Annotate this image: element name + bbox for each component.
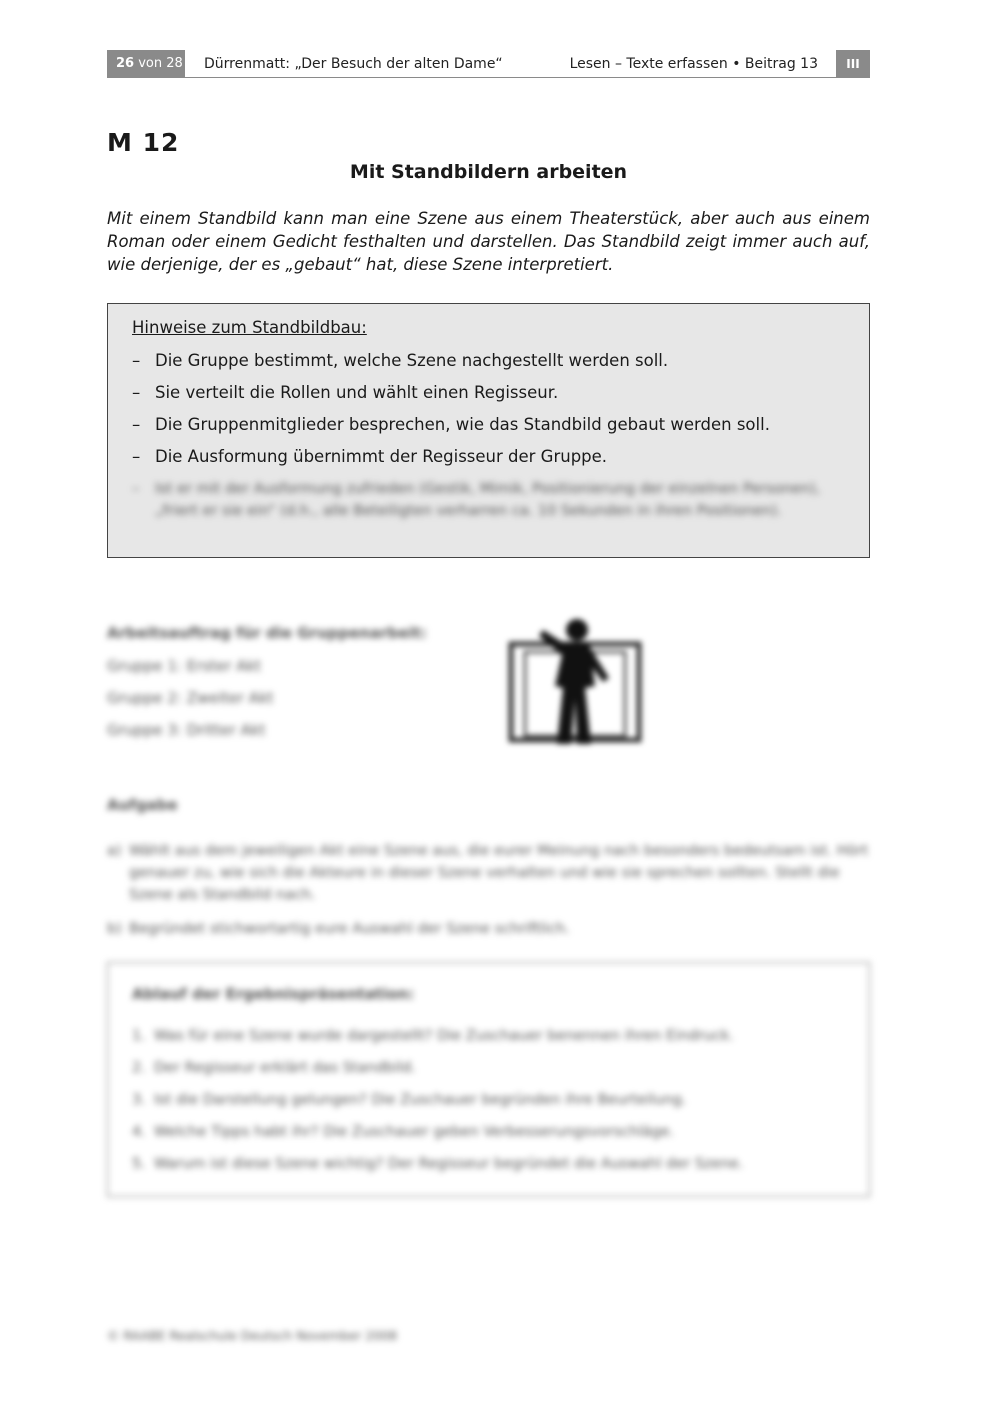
task-text: Begründet stichwortartig eure Auswahl der Szene schriftlich. <box>129 921 570 937</box>
task-item <box>107 840 870 906</box>
item-number: 1. <box>132 1028 146 1044</box>
hints-heading: Hinweise zum Standbildbau: <box>132 318 367 337</box>
page-number-badge <box>107 50 185 78</box>
hints-list <box>132 350 849 533</box>
presentation-item <box>132 1153 849 1175</box>
hint-item <box>132 446 849 467</box>
item-number: 4. <box>132 1124 146 1140</box>
group-work-list <box>107 655 274 751</box>
intro-paragraph: Mit einem Standbild kann man eine Szene aus einem Theaterstück, aber auch aus einem Roman oder einem Gedicht festhalten und darstellen. Das Standbild zeigt immer auch auf, wie derjenige, der es „gebaut“ hat, diese Szene interpretiert. <box>107 209 870 274</box>
header-title: Dürrenmatt: „Der Besuch der alten Dame“ <box>204 56 503 72</box>
item-text: Was für eine Szene wurde dargestellt? Die Zuschauer benennen ihren Eindruck. <box>154 1028 734 1044</box>
task-item <box>107 918 870 940</box>
page-total: von 28 <box>138 56 183 71</box>
header-section: Lesen – Texte erfassen • Beitrag 13 <box>569 56 818 72</box>
task-text: Wählt aus dem jeweiligen Akt eine Szene aus, die eurer Meinung nach besonders bedeutsam ist. Hört genauer zu, wie sich die Akteure in dieser Szene verhalten und wie sie sprechen sollten. Stellt die Szene als Standbild nach. <box>129 843 869 903</box>
material-number: M 12 <box>107 128 180 157</box>
task-marker: b) <box>107 921 122 937</box>
group-item: Gruppe 2: Zweiter Akt <box>107 689 274 707</box>
page-footer: © RAABE Realschule Deutsch November 2008 <box>107 1328 398 1343</box>
presentation-heading: Ablauf der Ergebnispräsentation: <box>132 985 415 1003</box>
item-text: Der Regisseur erklärt das Standbild. <box>154 1060 416 1076</box>
presentation-list <box>132 1025 849 1185</box>
group-work-heading: Arbeitsauftrag für die Gruppenarbeit: <box>107 624 427 642</box>
hint-text: Die Gruppenmitglieder besprechen, wie das Standbild gebaut werden soll. <box>155 415 770 434</box>
group-item: Gruppe 3: Dritter Akt <box>107 721 266 739</box>
hint-text: Die Ausformung übernimmt der Regisseur der Gruppe. <box>155 447 608 466</box>
item-number: 2. <box>132 1060 146 1076</box>
hint-item <box>132 414 849 435</box>
hint-text: Sie verteilt die Rollen und wählt einen Regisseur. <box>155 383 559 402</box>
presentation-box <box>107 962 870 1197</box>
presentation-item <box>132 1057 849 1079</box>
dash-bullet: – <box>132 383 141 402</box>
hint-text: Die Gruppe bestimmt, welche Szene nachgestellt werden soll. <box>155 351 669 370</box>
header-divider <box>185 77 836 78</box>
hints-box <box>107 303 870 558</box>
group-item: Gruppe 1: Erster Akt <box>107 657 262 675</box>
presentation-item <box>132 1025 849 1047</box>
item-number: 5. <box>132 1156 146 1172</box>
dash-bullet: – <box>132 415 141 434</box>
item-text: Welche Tipps habt ihr? Die Zuschauer geben Verbesserungsvorschläge. <box>154 1124 675 1140</box>
page-title: Mit Standbildern arbeiten <box>349 161 628 183</box>
hint-item <box>132 382 849 403</box>
task-marker: a) <box>107 843 122 859</box>
presentation-item <box>132 1121 849 1143</box>
hint-text: Ist er mit der Ausformung zufrieden (Gestik, Mimik, Positionierung der einzelnen Personen), „friert er sie ein“ (d.h., alle Beteiligten verharren ca. 10 Sekunden in ihren Positionen). <box>155 481 821 519</box>
level-badge: III <box>836 50 870 78</box>
hint-item <box>132 350 849 371</box>
hint-item-blurred <box>132 478 849 522</box>
page-header <box>107 50 870 80</box>
task-list <box>107 840 870 952</box>
standbild-figure-icon <box>505 616 645 748</box>
item-number: 3. <box>132 1092 146 1108</box>
item-text: Warum ist diese Szene wichtig? Der Regisseur begründet die Auswahl der Szene. <box>154 1156 744 1172</box>
dash-bullet: – <box>132 447 141 466</box>
dash-bullet: – <box>132 351 141 370</box>
presentation-item <box>132 1089 849 1111</box>
dash-bullet: – <box>132 481 140 497</box>
task-heading: Aufgabe <box>107 796 178 814</box>
page-current: 26 <box>116 56 135 71</box>
item-text: Ist die Darstellung gelungen? Die Zuschauer begründen ihre Beurteilung. <box>154 1092 687 1108</box>
